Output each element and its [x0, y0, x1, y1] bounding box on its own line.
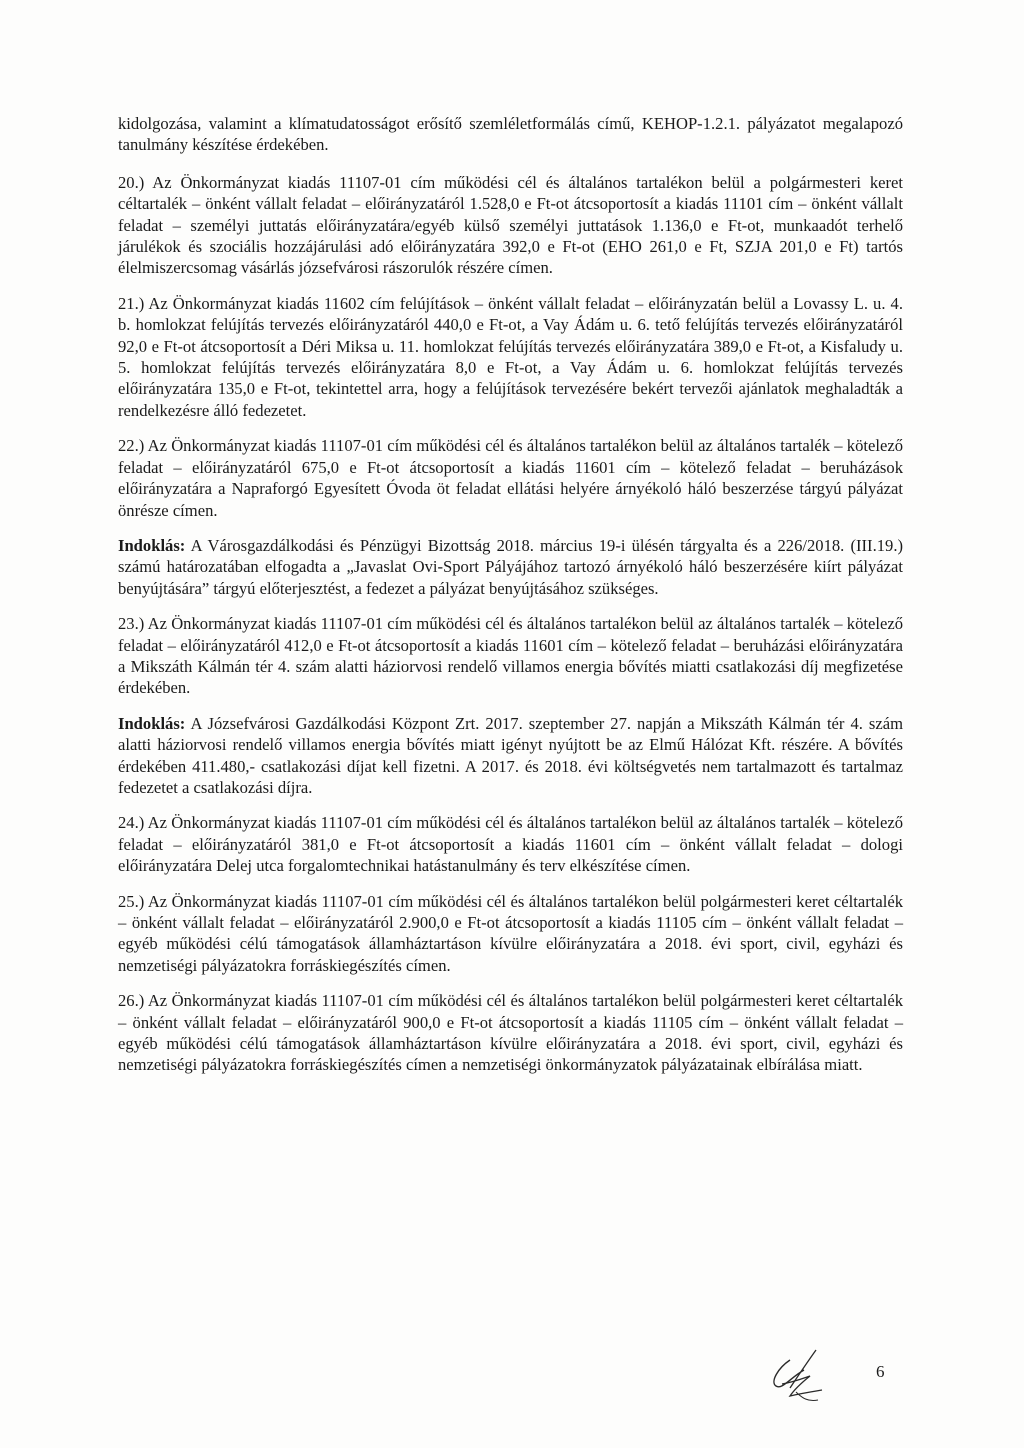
page-number: 6: [876, 1362, 885, 1381]
item-text: Az Önkormányzat kiadás 11107-01 cím működési cél és általános tartalékon belül az általános tartalék – kötelező feladat – előirányzatáról 381,0 e Ft-ot átcsoportosít a kiadás 11601 cím – önként vállalt feladat – dologi előirányzatára Delej utca forgalomtechnikai hatástanulmány és terv elkészítése címen.: [118, 813, 903, 876]
signature-initials: [760, 1348, 830, 1408]
item-20: [118, 172, 903, 279]
item-text: Az Önkormányzat kiadás 11107-01 cím működési cél és általános tartalékon belül az általános tartalék – kötelező feladat – előirányzatáról 675,0 e Ft-ot átcsoportosít a kiadás 11601 cím – kötelező feladat – beruházások előirányzatára a Napraforgó Egyesített Óvoda öt feladat ellátási helyére árnyékoló háló beszerzése tárgyú pályázat önrésze címen.: [118, 436, 903, 520]
item-number: 23.): [118, 614, 145, 634]
intro-paragraph: kidolgozása, valamint a klímatudatosságot erősítő szemléletformálás című, KEHOP-1.2.1. pályázatot megalapozó tanulmány készítése érdekében.: [118, 114, 903, 155]
item-text: Az Önkormányzat kiadás 11107-01 cím működési cél és általános tartalékon belül az általános tartalék – kötelező feladat – előirányzatáról 412,0 e Ft-ot átcsoportosít a kiadás 11601 cím – kötelező feladat – beruházási előirányzatára a Mikszáth Kálmán tér 4. szám alatti háziorvosi rendelő villamos energia bővítés miatti csatlakozási díj megfizetése érdekében.: [118, 614, 903, 698]
item-text: Az Önkormányzat kiadás 11107-01 cím működési cél és általános tartalékon belül a polgármesteri keret céltartalék – önként vállalt feladat – előirányzatáról 1.528,0 e Ft-ot átcsoportosít a kiadás 11101 cím – önként vállalt feladat – személyi juttatás előirányzatára/egyéb külső személyi juttatások 1.136,0 e Ft-ot, munkaadót terhelő járulékok és szociális hozzájárulási adó előirányzatára 392,0 e Ft-ot (EHO 261,0 e Ft, SZJA 201,0 e Ft) tartós élelmiszercsomag vásárlás józsefvárosi rászorulók részére címen.: [118, 172, 904, 278]
document-body: [118, 113, 903, 1090]
item-number: 20.): [118, 172, 145, 192]
item-number: 21.): [118, 293, 145, 313]
item-23: [118, 613, 903, 699]
justification-22: [118, 535, 903, 599]
item-text: Az Önkormányzat kiadás 11602 cím felújítások – önként vállalt feladat – előirányzatán belül a Lovassy L. u. 4. b. homlokzat felújítás tervezés előirányzatáról 440,0 e Ft-ot, a Vay Ádám u. 6. tető felújítás tervezés előirányzatáról 92,0 e Ft-ot átcsoportosít a Déri Miksa u. 11. homlokzat felújítás tervezés előirányzatára 389,0 e Ft-ot, a Kisfaludy u. 5. homlokzat felújítás tervezés előirányzatára 8,0 e Ft-ot, a Vay Ádám u. 6. homlokzat felújítás tervezés előirányzatára 135,0 e Ft-ot, tekintettel arra, hogy a felújítások tervezésére bekért tervezői ajánlatok meghaladták a rendelkezésre álló fedezetet.: [118, 293, 903, 420]
justification-label: Indoklás:: [118, 535, 186, 555]
justification-text: A Józsefvárosi Gazdálkodási Központ Zrt. 2017. szeptember 27. napján a Mikszáth Kálmán tér 4. szám alatti háziorvosi rendelő villamos energia bővítés miatt igényt nyújtott be az Elmű Hálózat Kft. részére. A bővítés érdekében 411.480,- csatlakozási díjat kell fizetni. A 2017. és 2018. évi költségvetés nem tartalmazott és tartalmaz fedezetet a csatlakozási díjra.: [118, 713, 903, 797]
item-text: Az Önkormányzat kiadás 11107-01 cím működési cél és általános tartalékon belül polgármesteri keret céltartalék – önként vállalt feladat – előirányzatáról 900,0 e Ft-ot átcsoportosít a kiadás 11105 cím – önként vállalt feladat – egyéb működési célú támogatások államháztartáson kívülre előirányzatára a 2018. évi sport, civil, egyházi és nemzetiségi pályázatokra forráskiegészítés címen a nemzetiségi önkormányzatok pályázatainak elbírálása miatt.: [118, 991, 903, 1075]
item-21: [118, 293, 903, 421]
item-text: Az Önkormányzat kiadás 11107-01 cím működési cél és általános tartalékon belül polgármesteri keret céltartalék – önként vállalt feladat – előirányzatáról 2.900,0 e Ft-ot átcsoportosít a kiadás 11105 cím – önként vállalt feladat – egyéb működési célú támogatások államháztartáson kívülre előirányzatára a 2018. évi sport, civil, egyházi és nemzetiségi pályázatokra forráskiegészítés címen.: [118, 891, 903, 975]
justification-label: Indoklás:: [118, 713, 186, 733]
item-24: [118, 812, 903, 876]
item-22: [118, 435, 903, 521]
justification-text: A Városgazdálkodási és Pénzügyi Bizottság 2018. március 19-i ülésén tárgyalta és a 226/2018. (III.19.) számú határozatában elfogadta a „Javaslat Ovi-Sport Pályájához tartozó árnyékoló háló beszerzésére kiírt pályázat benyújtására” tárgyú előterjesztést, a fedezet a pályázat benyújtásához szükséges.: [118, 535, 903, 598]
item-25: [118, 891, 903, 977]
item-number: 24.): [118, 813, 145, 833]
item-number: 25.): [118, 891, 145, 911]
item-number: 22.): [118, 436, 145, 456]
justification-23: [118, 713, 903, 799]
item-number: 26.): [118, 991, 145, 1011]
item-26: [118, 990, 903, 1076]
